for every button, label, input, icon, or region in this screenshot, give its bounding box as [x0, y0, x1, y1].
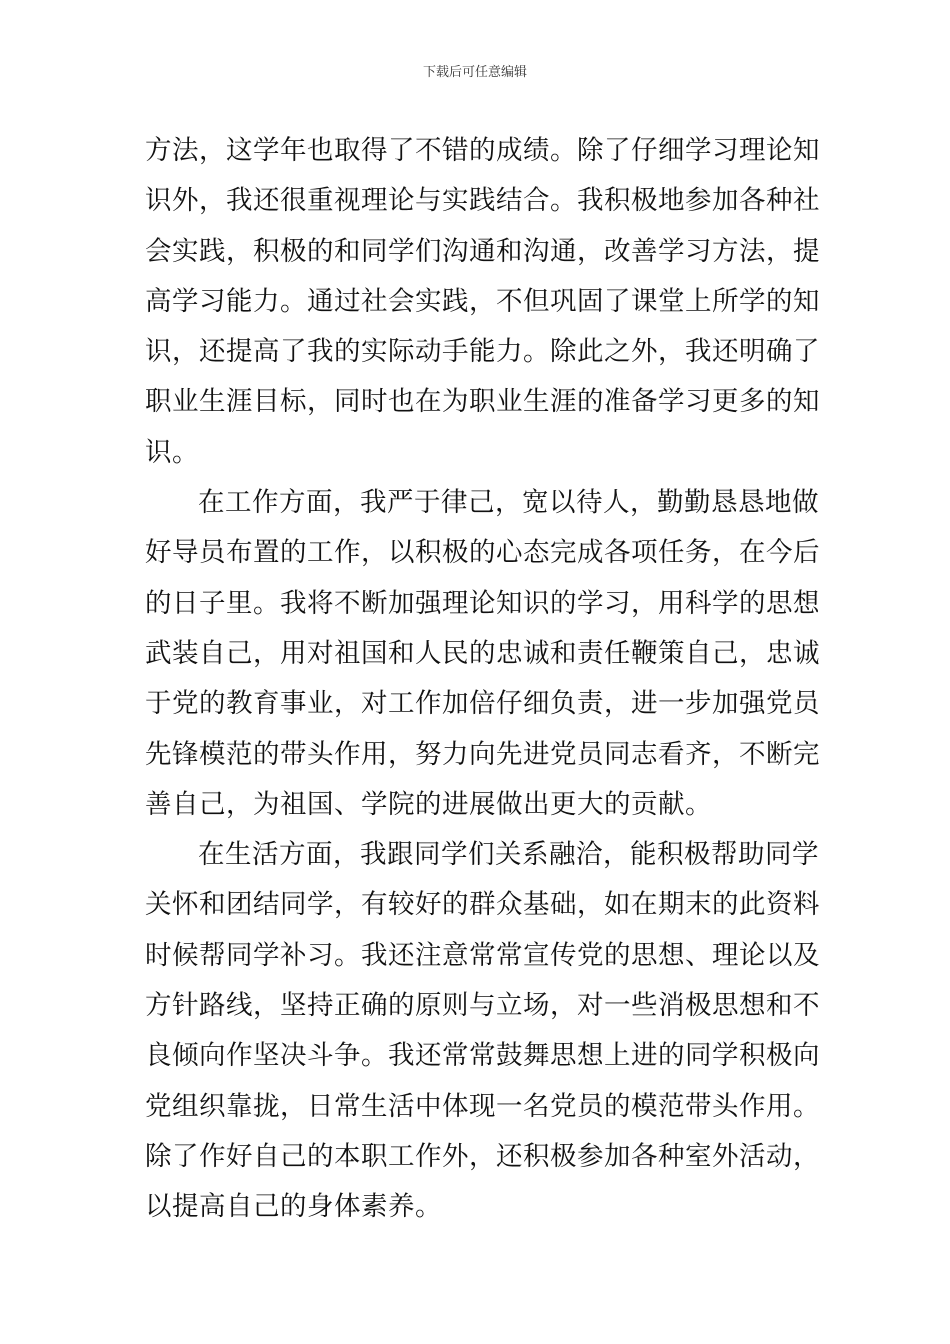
paragraph-line: 关怀和团结同学，有较好的群众基础，如在期末的此资料	[145, 889, 820, 921]
paragraph-line: 在生活方面，我跟同学们关系融洽，能积极帮助同学	[198, 839, 819, 871]
paragraph-line: 时候帮同学补习。我还注意常常宣传党的思想、理论以及	[145, 939, 820, 971]
paragraph-line: 除了作好自己的本职工作外，还积极参加各种室外活动，	[145, 1140, 820, 1172]
paragraph-line: 会实践，积极的和同学们沟通和沟通，改善学习方法，提	[145, 235, 820, 267]
page-header: 下载后可任意编辑	[422, 65, 527, 80]
paragraph-line: 于党的教育事业，对工作加倍仔细负责，进一步加强党员	[145, 688, 820, 720]
paragraph-life	[145, 830, 820, 1232]
paragraph-line: 方针路线，坚持正确的原则与立场，对一些消极思想和不	[145, 990, 820, 1022]
paragraph-line: 先锋模范的带头作用，努力向先进党员同志看齐，不断完	[145, 738, 820, 770]
document-body	[145, 126, 820, 1233]
paragraph-work	[145, 478, 820, 830]
paragraph-line: 党组织靠拢，日常生活中体现一名党员的模范带头作用。	[145, 1090, 820, 1122]
paragraph-line: 职业生涯目标，同时也在为职业生涯的准备学习更多的知	[145, 386, 820, 418]
paragraph-line: 识，还提高了我的实际动手能力。除此之外，我还明确了	[145, 336, 820, 368]
paragraph-line: 在工作方面，我严于律己，宽以待人，勤勤恳恳地做	[198, 487, 819, 519]
paragraph-line: 的日子里。我将不断加强理论知识的学习，用科学的思想	[145, 587, 820, 619]
paragraph-study	[145, 126, 820, 478]
paragraph-line: 武装自己，用对祖国和人民的忠诚和责任鞭策自己，忠诚	[145, 637, 820, 669]
paragraph-line: 以提高自己的身体素养。	[145, 1191, 442, 1223]
paragraph-line: 方法，这学年也取得了不错的成绩。除了仔细学习理论知	[145, 135, 820, 166]
paragraph-line: 识外，我还很重视理论与实践结合。我积极地参加各种社	[145, 185, 820, 217]
paragraph-line: 识。	[145, 436, 199, 468]
paragraph-line: 好导员布置的工作，以积极的心态完成各项任务，在今后	[145, 537, 820, 569]
paragraph-line: 善自己，为祖国、学院的进展做出更大的贡献。	[145, 788, 712, 820]
paragraph-line: 良倾向作坚决斗争。我还常常鼓舞思想上进的同学积极向	[145, 1040, 820, 1072]
paragraph-line: 高学习能力。通过社会实践，不但巩固了课堂上所学的知	[145, 285, 820, 317]
